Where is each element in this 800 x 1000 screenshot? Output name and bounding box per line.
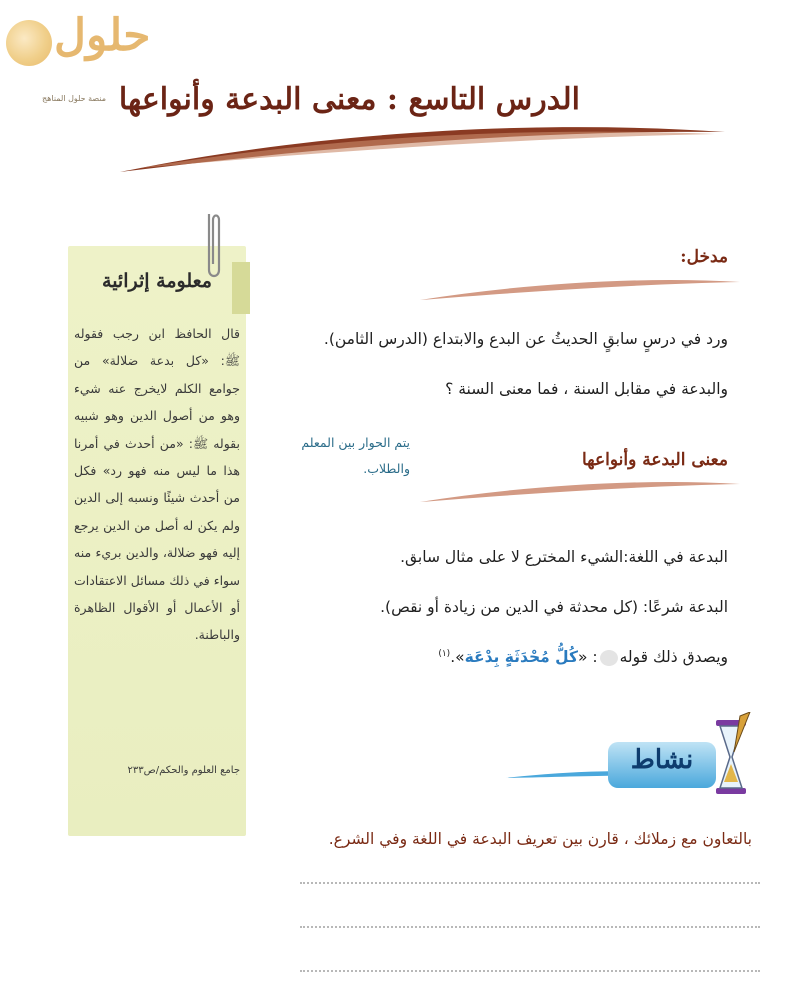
definition-language: البدعة في اللغة:الشيء المخترع لا على مثال سابق.: [400, 548, 728, 566]
intro-heading: مدخل:: [680, 247, 728, 267]
title-swoosh-shade: [140, 132, 715, 168]
logo-wordmark: حلول: [54, 10, 151, 61]
answer-line[interactable]: [300, 926, 760, 928]
definition-sharia: البدعة شرعًا: (كل محدثة في الدين من زيادة أو نقص).: [380, 598, 728, 616]
support-mid: : «: [577, 648, 598, 666]
hourglass-icon: [710, 712, 754, 802]
teacher-note: يتم الحوار بين المعلم والطلاب.: [301, 435, 410, 476]
answer-line[interactable]: [300, 970, 760, 972]
support-prefix: ويصدق ذلك قوله: [619, 648, 728, 666]
pbuh-icon: [600, 650, 618, 666]
intro-paragraph-2: والبدعة في مقابل السنة ، فما معنى السنة ؟: [445, 380, 728, 398]
footnote-marker: (١): [438, 648, 451, 659]
definition-heading: معنى البدعة وأنواعها: [582, 450, 728, 470]
answer-line[interactable]: [300, 882, 760, 884]
support-suffix: ».: [450, 648, 465, 666]
logo-emblem-icon: [6, 20, 52, 66]
intro-underline: [420, 280, 740, 300]
activity-label: نشاط: [630, 745, 694, 775]
definition-support: [438, 648, 728, 666]
definition-underline: [420, 482, 740, 502]
logo-tagline: منصة حلول المناهج: [42, 94, 107, 103]
intro-paragraph-1: ورد في درسٍ سابقٍ الحديثُ عن البدع والابتداع (الدرس الثامن).: [323, 330, 728, 348]
hadith-quote: كُلُّ مُحْدَثَةٍ بِدْعَة: [464, 648, 578, 666]
enrichment-heading: معلومة إثرائية: [102, 270, 212, 292]
enrichment-body: قال الحافظ ابن رجب فقوله ﷺ: «كل بدعة ضلالة» من جوامع الكلم لايخرج عنه شيء وهو من أصول الدين وهو شبيه بقوله ﷺ: «من أحدث في أمرنا هذا ما ليس منه فهو رد» فكل من أحدث شيئًا ونسبه إلى الدين ولم يكن له أصل من الدين يرجع إليه فهو ضلالة، والدين بريء منه سواء في ذلك مسائل الاعتقادات أو الأعمال أو الأقوال الظاهرة والباطنة.: [74, 326, 240, 643]
activity-instruction: بالتعاون مع زملائك ، قارن بين تعريف البدعة في اللغة وفي الشرع.: [328, 830, 752, 848]
enrichment-source: جامع العلوم والحكم/ص٢٣٣: [127, 765, 240, 776]
lesson-title: الدرس التاسع : معنى البدعة وأنواعها: [118, 82, 580, 117]
